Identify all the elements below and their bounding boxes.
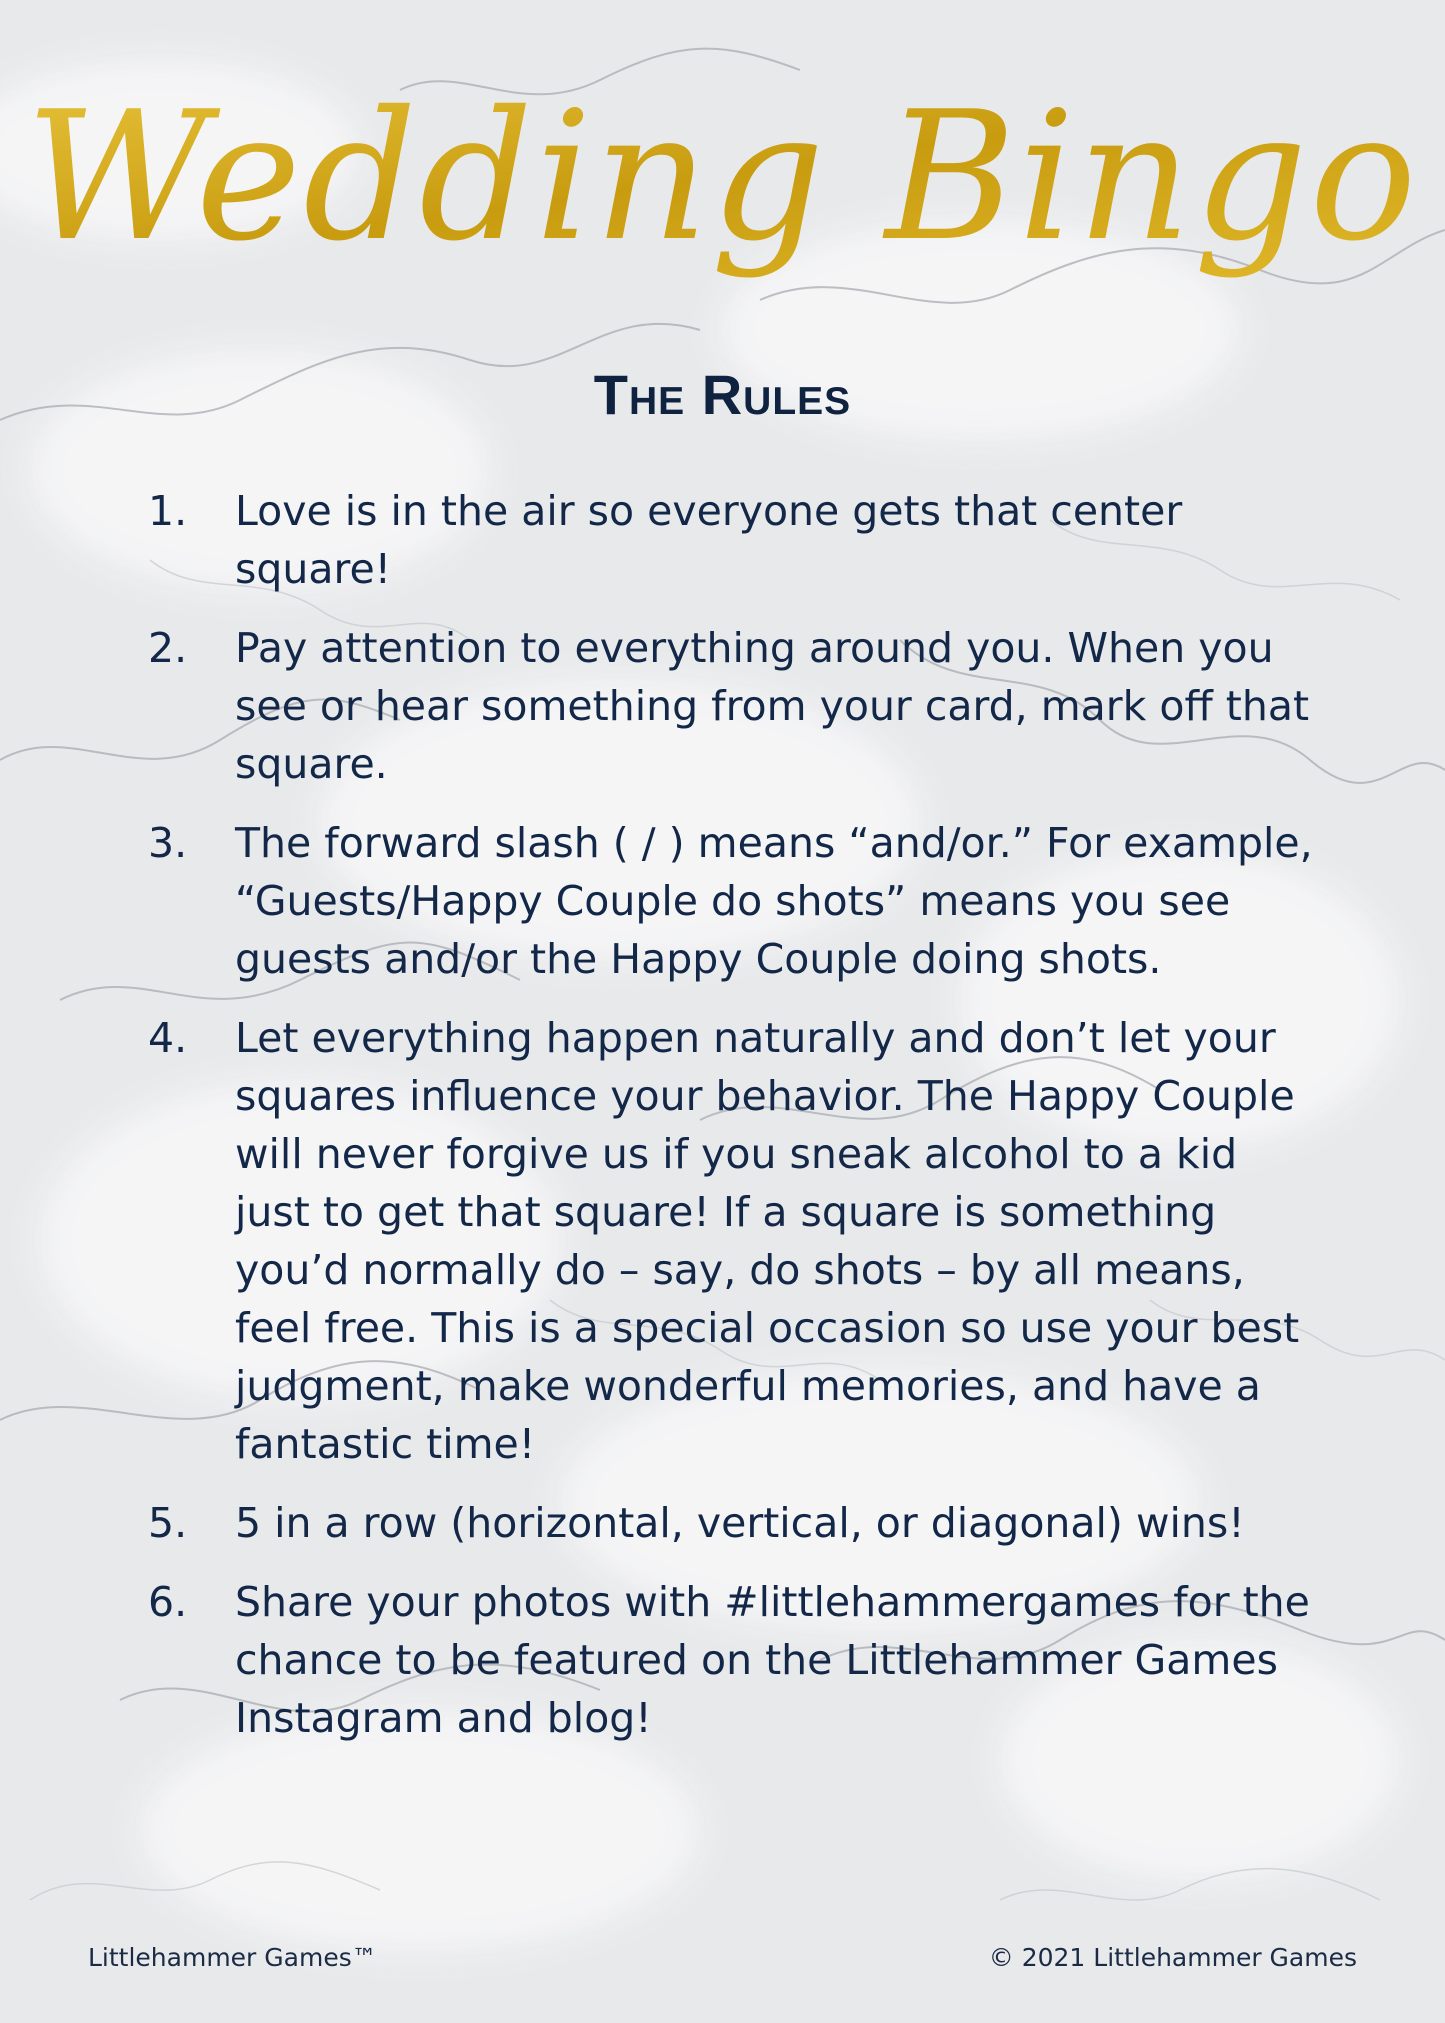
rule-text: Share your photos with #littlehammergames for the chance to be featured on the Littlehammer Games Instagram and blog! (235, 1578, 1310, 1742)
rules-list (140, 482, 1320, 1768)
rule-item (140, 1494, 1320, 1552)
rule-item (140, 619, 1320, 793)
rule-number: 2. (148, 624, 188, 672)
rule-text: The forward slash ( / ) means “and/or.” For example, “Guests/Happy Couple do shots” means you see guests and/or the Happy Couple doing shots. (235, 819, 1313, 983)
rule-number: 3. (148, 819, 188, 867)
rule-item (140, 1573, 1320, 1747)
rule-text: 5 in a row (horizontal, vertical, or diagonal) wins! (235, 1499, 1245, 1547)
rule-number: 5. (148, 1499, 188, 1547)
rule-number: 1. (148, 487, 188, 535)
rule-text: Love is in the air so everyone gets that center square! (235, 487, 1183, 593)
rule-number: 4. (148, 1014, 188, 1062)
rule-item (140, 482, 1320, 598)
footer-brand: Littlehammer Games™ (88, 1943, 377, 1972)
page-subtitle: The Rules (593, 363, 852, 426)
rule-text: Let everything happen naturally and don’t let your squares influence your behavior. The Happy Couple will never forgive us if you sneak alcohol to a kid just to get that square! If a square is something you’d normally do – say, do shots – by all means, feel free. This is a special occasion so use your best judgment, make wonderful memories, and have a fantastic time! (235, 1014, 1300, 1468)
rule-number: 6. (148, 1578, 188, 1626)
title-wordmark (0, 18, 1445, 348)
rule-text: Pay attention to everything around you. When you see or hear something from your card, mark off that square. (235, 624, 1310, 788)
rule-item (140, 814, 1320, 988)
rule-item (140, 1009, 1320, 1473)
footer-copyright: © 2021 Littlehammer Games (988, 1943, 1357, 1972)
title-text: Wedding Bingo (25, 73, 1419, 280)
